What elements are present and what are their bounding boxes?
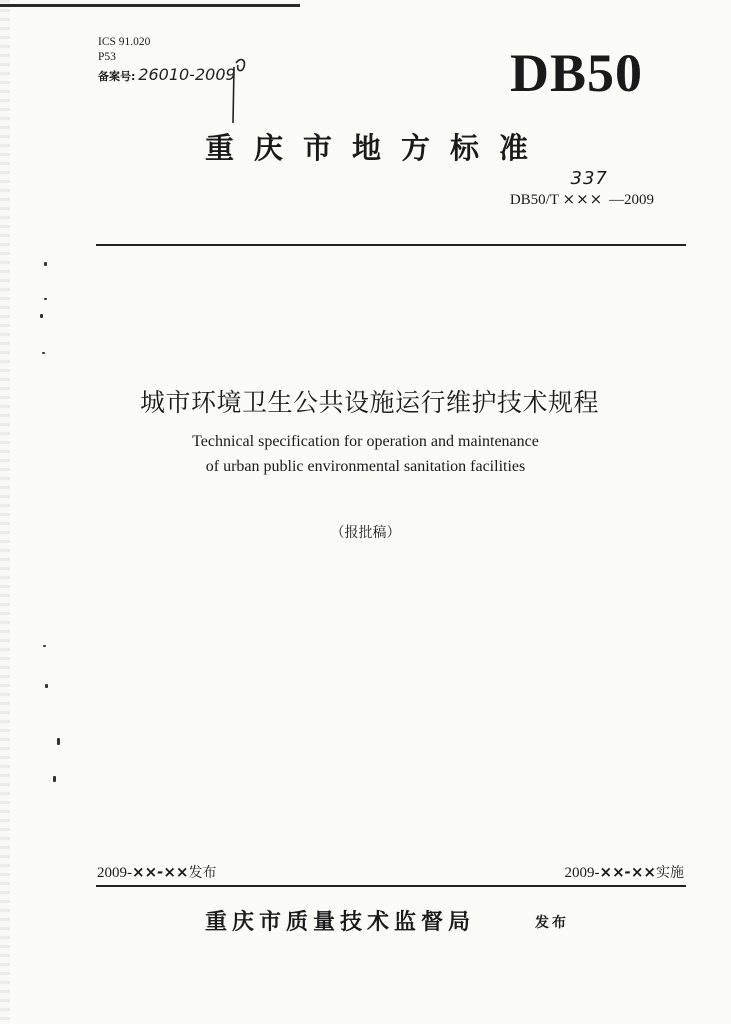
number-suffix: —2009 [609,192,654,208]
issue-date-handwritten: ××-×× [132,863,189,881]
handwritten-stroke [230,55,260,125]
document-title-english-line2: of urban public environmental sanitation facilities [205,458,526,475]
implement-date-handwritten: ××-×× [599,863,656,881]
scan-edge [0,0,10,1024]
issue-date [97,862,217,882]
ics-code: ICS 91.020 [98,36,151,48]
classification-block [98,35,236,86]
implementation-date [565,862,685,882]
top-rule [0,4,300,7]
issue-date-prefix: 2009- [97,865,132,881]
implement-date-prefix: 2009- [564,865,600,881]
db-code-logo: DB50 [509,43,643,103]
issuer-action: 发布 [535,915,569,931]
number-struck [562,168,610,208]
ccs-code: P53 [98,50,116,63]
implement-label: 实施 [656,865,684,881]
standard-number [509,168,654,209]
footer-rule [96,885,686,887]
draft-status: （报批稿） [330,525,401,541]
header-rule [96,244,686,246]
record-number: 26010-2009 [138,64,236,84]
record-label: 备案号: [98,69,136,83]
issue-label: 发布 [188,865,217,881]
issuing-authority: 重庆市质量技术监督局 [205,910,476,935]
document-title-chinese: 城市环境卫生公共设施运行维护技术规程 [139,388,599,417]
number-prefix: DB50/T [509,192,559,208]
number-handwritten: 337 [570,168,608,189]
standard-type: 重庆市地方标准 [205,131,549,165]
record-line [98,65,236,86]
document-title-english-line1: Technical specification for operation and maintenance [192,433,539,450]
number-struck-text: ××× [562,190,604,208]
